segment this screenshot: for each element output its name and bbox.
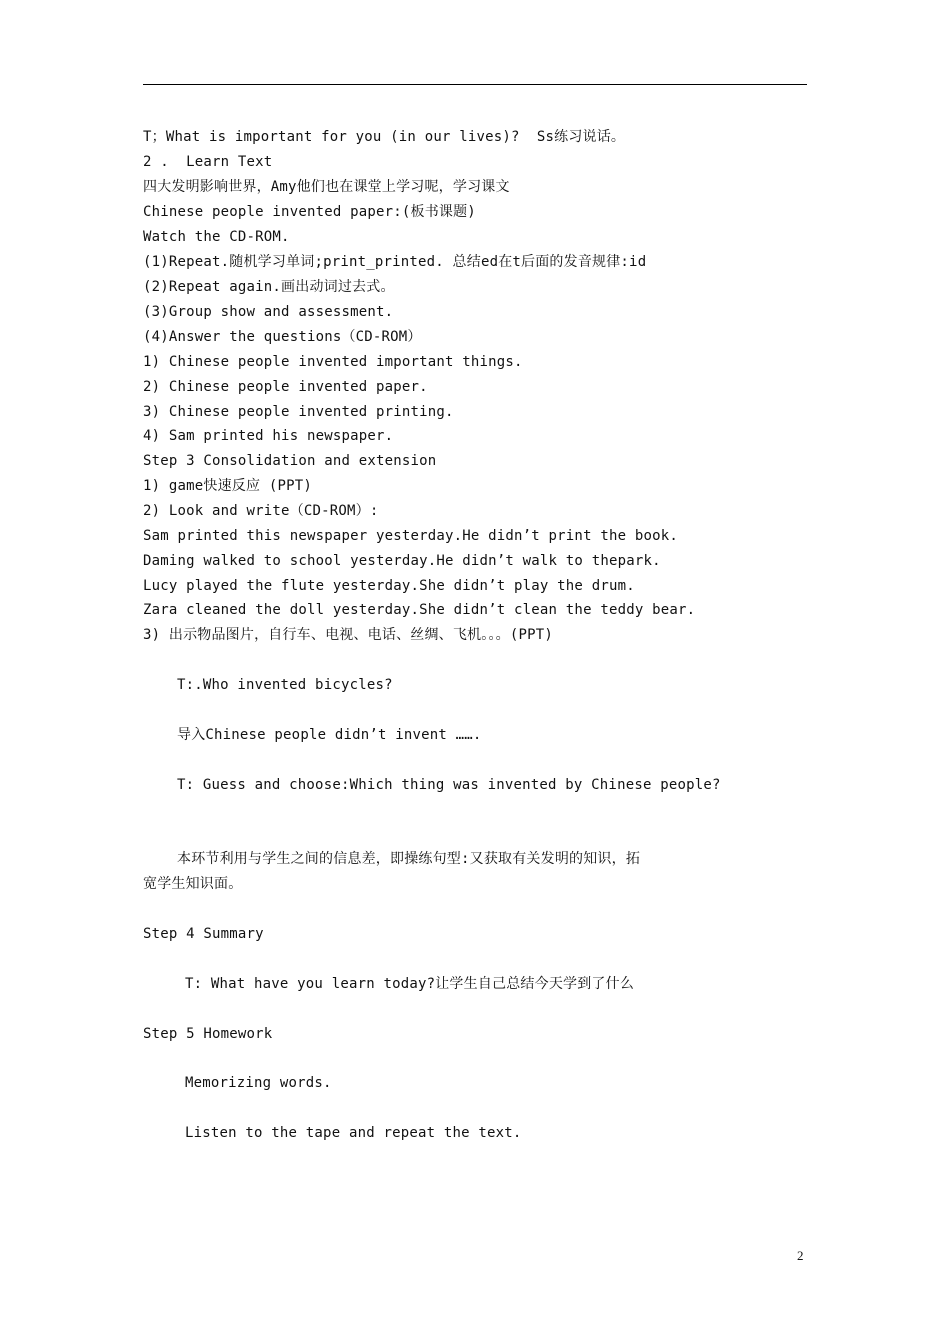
- text-line: (4)Answer the questions（CD-ROM）: [143, 329, 422, 345]
- text-line: 2) Chinese people invented paper.: [143, 379, 428, 395]
- text-line: Listen to the tape and repeat the text.: [185, 1125, 522, 1141]
- text-line: 4) Sam printed his newspaper.: [143, 428, 394, 444]
- text-line: Zara cleaned the doll yesterday.She didn’t clean the teddy bear.: [143, 602, 696, 618]
- text-line: (2)Repeat again.画出动词过去式。: [143, 279, 395, 295]
- header-rule: [143, 84, 807, 85]
- text-line: Chinese people invented paper:(板书课题): [143, 204, 476, 220]
- text-line: 2) Look and write（CD-ROM）:: [143, 503, 379, 519]
- text-line: Lucy played the flute yesterday.She didn’t play the drum.: [143, 578, 635, 594]
- section-heading: Step 3 Consolidation and extension: [143, 453, 437, 469]
- text-line: Daming walked to school yesterday.He didn’t walk to thepark.: [143, 553, 661, 569]
- text-line: 本环节利用与学生之间的信息差，即操练句型:又获取有关发明的知识，拓: [177, 851, 641, 867]
- section-heading: Step 5 Homework: [143, 1026, 273, 1042]
- text-line: Memorizing words.: [185, 1075, 332, 1091]
- text-line: T:.Who invented bicycles?: [177, 677, 393, 693]
- page-number: 2: [797, 1248, 804, 1263]
- text-line: 3) 出示物品图片，自行车、电视、电话、丝绸、飞机。。。(PPT): [143, 627, 554, 643]
- text-line: 导入Chinese people didn’t invent …….: [177, 727, 482, 743]
- text-line: 四大发明影响世界，Amy他们也在课堂上学习呢，学习课文: [143, 179, 510, 195]
- text-line: 宽学生知识面。: [143, 876, 243, 892]
- section-heading: Step 4 Summary: [143, 926, 264, 942]
- text-line: T: What have you learn today?让学生自己总结今天学到了什么: [185, 976, 635, 992]
- text-line: 2 . Learn Text: [143, 154, 273, 170]
- text-line: 1) game快速反应 (PPT): [143, 478, 312, 494]
- text-line: (1)Repeat.随机学习单词;print_printed. 总结ed在t后面的发音规律:id: [143, 254, 647, 270]
- text-line: 1) Chinese people invented important things.: [143, 354, 523, 370]
- text-line: (3)Group show and assessment.: [143, 304, 394, 320]
- text-line: T；What is important for you (in our lives)? Ss练习说话。: [143, 129, 626, 145]
- text-line: T: Guess and choose:Which thing was invented by Chinese people?: [177, 777, 721, 793]
- text-line: Watch the CD-ROM.: [143, 229, 290, 245]
- text-line: 3) Chinese people invented printing.: [143, 404, 454, 420]
- text-line: Sam printed this newspaper yesterday.He didn’t print the book.: [143, 528, 678, 544]
